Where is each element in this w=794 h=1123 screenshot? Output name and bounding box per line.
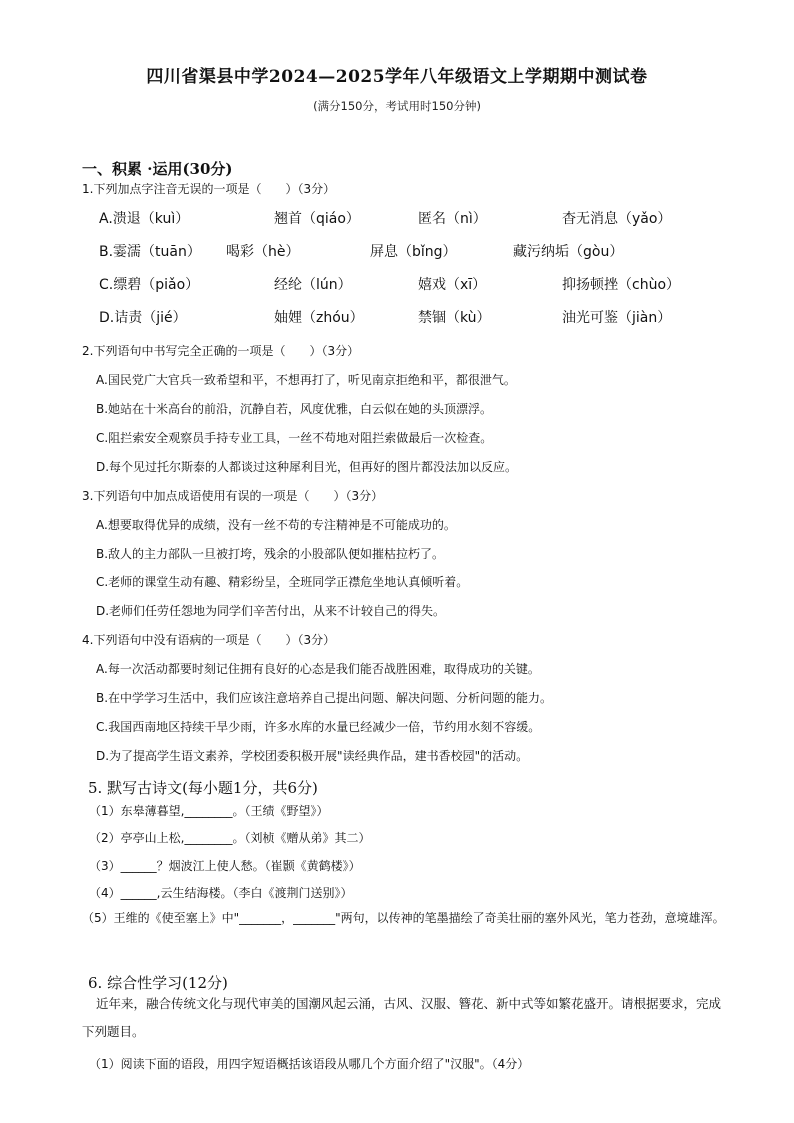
question-1-stem: 1.下列加点字注音无误的一项是（ ）（3分） xyxy=(82,182,336,196)
q1-row-c xyxy=(0,274,794,296)
q1-d-item-1: D.诘责（jié） xyxy=(99,310,187,326)
q1-a-item-2: 翘首（qiáo） xyxy=(274,211,360,227)
q1-b-item-4: 藏污纳垢（gòu） xyxy=(513,244,624,260)
q1-row-a xyxy=(0,208,794,230)
q4-option-b: B.在中学学习生活中，我们应该注意培养自己提出问题、解决问题、分析问题的能力。 xyxy=(96,691,553,705)
question-3-stem: 3.下列语句中加点成语使用有误的一项是（ ）（3分） xyxy=(82,489,384,503)
exam-title: 四川省渠县中学2024—2025学年八年级语文上学期期中测试卷 xyxy=(146,67,648,87)
question-4-stem: 4.下列语句中没有语病的一项是（ ）（3分） xyxy=(82,633,336,647)
q2-option-a: A.国民党广大官兵一致希望和平，不想再打了，听见南京拒绝和平，都很泄气。 xyxy=(96,373,516,387)
q1-c-item-1: C.缥碧（piǎo） xyxy=(99,277,200,293)
q1-d-item-2: 妯娌（zhóu） xyxy=(274,310,364,326)
q1-c-item-2: 经纶（lún） xyxy=(274,277,352,293)
q4-option-d: D.为了提高学生语文素养，学校团委积极开展"读经典作品，建书香校园"的活动。 xyxy=(96,749,529,763)
section-heading-6: 6. 综合性学习(12分) xyxy=(88,974,228,992)
q3-option-a: A.想要取得优异的成绩，没有一丝不苟的专注精神是不可能成功的。 xyxy=(96,518,456,532)
q1-row-b xyxy=(0,241,794,263)
q1-a-item-4: 杳无消息（yǎo） xyxy=(562,211,672,227)
poem-line-3: （3）______？烟波江上使人愁。（崔颢《黄鹤楼》） xyxy=(89,859,361,873)
q1-row-d xyxy=(0,307,794,329)
q1-c-item-4: 抑扬顿挫（chùo） xyxy=(562,277,681,293)
q1-d-item-3: 禁锢（kù） xyxy=(418,310,491,326)
q1-b-item-2: 喝彩（hè） xyxy=(226,244,300,260)
q1-b-item-3: 屏息（bǐng） xyxy=(370,244,457,260)
poem-line-5: （5）王维的《使至塞上》中"_______，_______"两句，以传神的笔墨描绘了奇美壮丽的塞外风光，笔力苍劲，意境雄浑。 xyxy=(82,911,725,925)
q1-b-item-1: B.霎濡（tuān） xyxy=(99,244,201,260)
poem-line-1: （1）东皋薄暮望,________。（王绩《野望》） xyxy=(89,804,329,818)
q2-option-c: C.阻拦索安全观察员手持专业工具，一丝不苟地对阻拦索做最后一次检查。 xyxy=(96,431,493,445)
poem-line-4: （4）______,云生结海楼。（李白《渡荆门送别》） xyxy=(89,886,353,900)
q4-option-a: A.每一次活动都要时刻记住拥有良好的心态是我们能否战胜困难，取得成功的关键。 xyxy=(96,662,540,676)
q1-c-item-3: 嬉戏（xī） xyxy=(418,277,487,293)
poem-line-2: （2）亭亭山上松,________。（刘桢《赠从弟》其二） xyxy=(89,831,371,845)
q2-option-d: D.每个见过托尔斯泰的人都谈过这种犀利目光，但再好的图片都没法加以反应。 xyxy=(96,460,518,474)
section-heading-1: 一、积累 ·运用(30分) xyxy=(82,160,233,178)
q3-option-c: C.老师的课堂生动有趣、精彩纷呈，全班同学正襟危坐地认真倾听着。 xyxy=(96,575,469,589)
q1-a-item-1: A.溃退（kuì） xyxy=(99,211,190,227)
q4-option-c: C.我国西南地区持续干旱少雨，许多水库的水量已经减少一倍，节约用水刻不容缓。 xyxy=(96,720,541,734)
q2-option-b: B.她站在十米高台的前沿，沉静自若，风度优雅，白云似在她的头顶漂浮。 xyxy=(96,402,493,416)
q1-a-item-3: 匿名（nì） xyxy=(418,211,487,227)
q3-option-b: B.敌人的主力部队一旦被打垮，残余的小股部队便如摧枯拉朽了。 xyxy=(96,547,445,561)
section6-intro: 近年来，融合传统文化与现代审美的国潮风起云涌，古风、汉服、簪花、新中式等如繁花盛开。请根据要求，完成下列题目。 xyxy=(82,996,722,1039)
section-heading-5: 5. 默写古诗文(每小题1分，共6分) xyxy=(88,779,318,797)
question-2-stem: 2.下列语句中书写完全正确的一项是（ ）（3分） xyxy=(82,344,360,358)
q3-option-d: D.老师们任劳任怨地为同学们辛苦付出，从来不计较自己的得失。 xyxy=(96,604,446,618)
q1-d-item-4: 油光可鉴（jiàn） xyxy=(562,310,672,326)
section6-subquestion-1: （1）阅读下面的语段，用四字短语概括该语段从哪几个方面介绍了"汉服"。（4分） xyxy=(89,1057,530,1071)
exam-subtitle: (满分150分，考试用时150分钟) xyxy=(313,99,481,113)
